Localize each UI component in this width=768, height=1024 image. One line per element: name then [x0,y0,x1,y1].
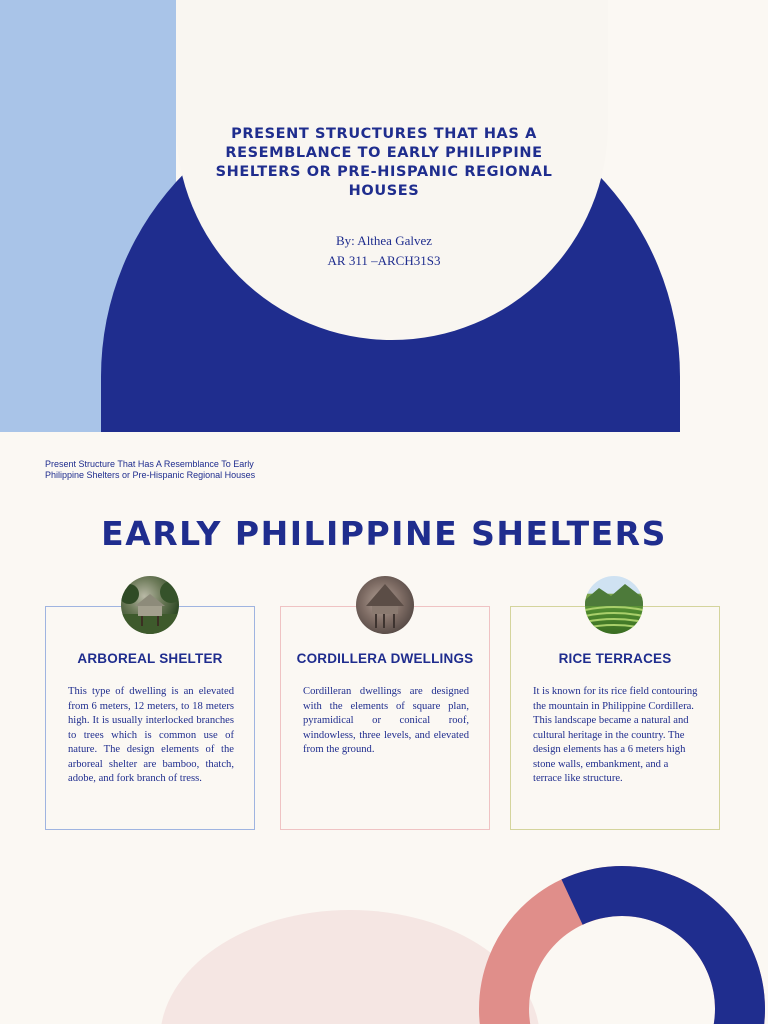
rice-terraces-photo [585,576,643,634]
card-rice-terraces [510,606,720,830]
card-body: Cordilleran dwellings are designed with the elements of square plan, pyramidical or conical roof, windowless, three levels, and elevated from the ground. [303,686,469,755]
author-name: By: Althea Galvez [335,233,433,248]
card-title: ARBOREAL SHELTER [77,651,223,666]
arboreal-shelter-photo [121,576,179,634]
card-title: RICE TERRACES [558,651,672,666]
card-arboreal-shelter [45,606,255,830]
cover-title: PRESENT STRUCTURES THAT HAS A RESEMBLANCE TO EARLY PHILIPPINE SHELTERS OR PRE-HISPANIC REGIONAL HOUSES [215,126,553,199]
card-cordillera-dwellings [280,606,490,830]
card-body: It is known for its rice field contouring the mountain in Philippine Cordillera. This landscape became a natural and cultural heritage in the country. The design elements has a 6 meters high stone walls, embankment, and a terrace like structure. [533,686,698,784]
card-body: This type of dwelling is an elevated from 6 meters, 12 meters, to 18 meters high. It is usually interlocked branches to trees which is common use of nature. The design elements of the arboreal shelter are bamboo, thatch, adobe, and fork branch of tress. [68,686,234,784]
course-code: AR 311 –ARCH31S3 [327,253,441,268]
cover-author-block [196,231,572,271]
card-title: CORDILLERA DWELLINGS [296,651,474,666]
section-heading: EARLY PHILIPPINE SHELTERS [101,514,667,553]
section-caption: Present Structure That Has A Resemblance To Early Philippine Shelters or Pre-Hispanic Regional Houses [45,459,256,480]
cordillera-dwelling-photo [356,576,414,634]
